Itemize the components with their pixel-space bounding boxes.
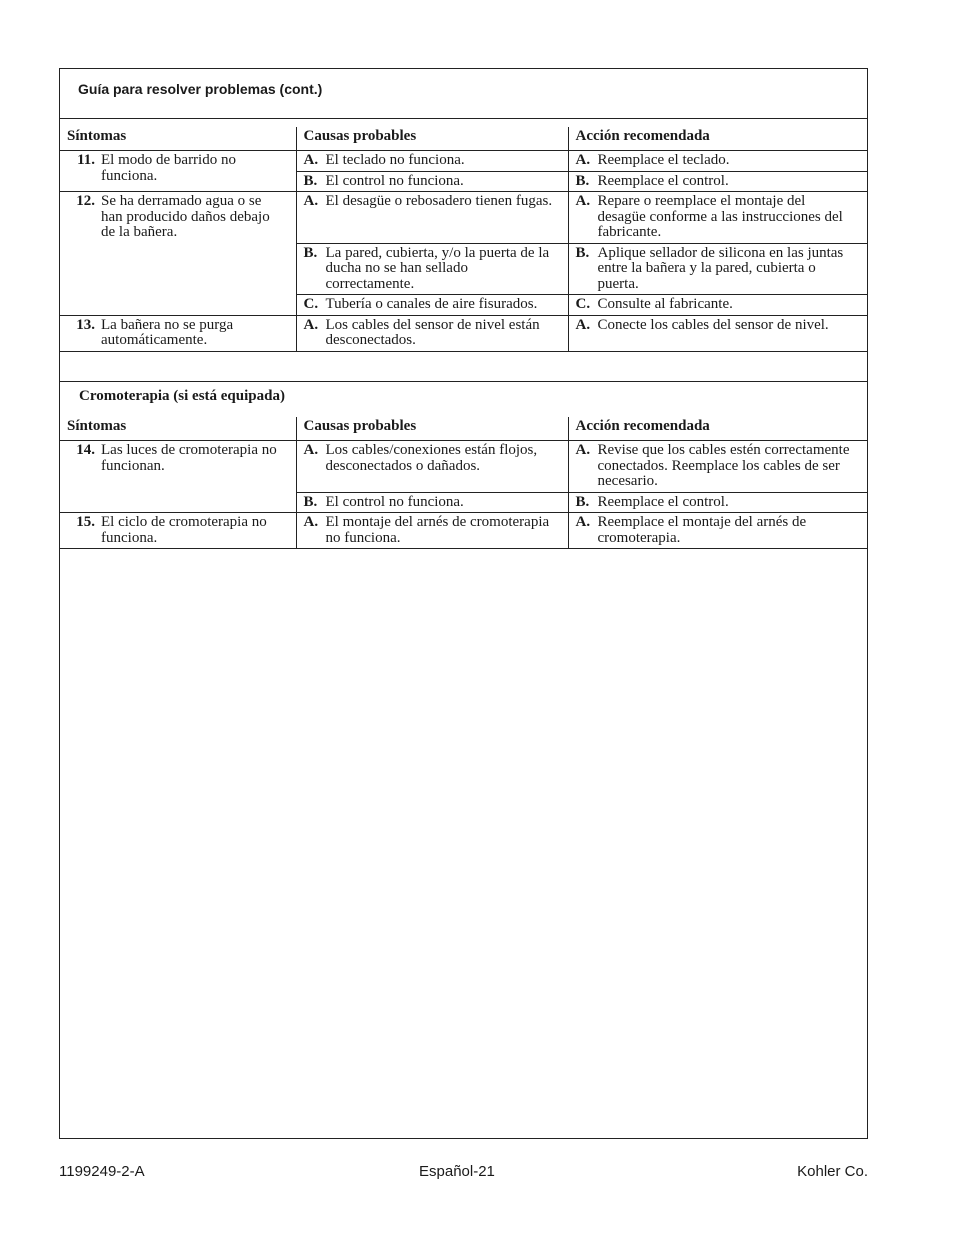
symptom-cell xyxy=(60,513,296,549)
cause-text: La pared, cubierta, y/o la puerta de la ducha no se han sellado correctamente. xyxy=(325,244,550,292)
company-name: Kohler Co. xyxy=(797,1163,868,1180)
table-row xyxy=(60,441,867,493)
cause-text: El montaje del arnés de cromoterapia no funciona. xyxy=(325,514,550,546)
symptom-cell xyxy=(60,315,296,351)
action-letter: B. xyxy=(575,493,590,510)
action-text: Reemplace el control. xyxy=(597,493,729,510)
section-title: Cromoterapia (si está equipada) xyxy=(79,388,285,404)
action-header: Acción recomendada xyxy=(568,127,867,151)
symptom-cell xyxy=(60,151,296,192)
symptom-number: 15. xyxy=(76,514,95,530)
troubleshooting-frame xyxy=(59,68,868,1139)
chromotherapy-table xyxy=(60,417,867,549)
action-text: Conecte los cables del sensor de nivel. xyxy=(597,316,829,333)
document-number: 1199249-2-A xyxy=(59,1163,145,1180)
cause-cell xyxy=(296,171,568,192)
table-body-1 xyxy=(60,127,867,351)
cause-cell xyxy=(296,192,568,244)
guide-title: Guía para resolver problemas (cont.) xyxy=(78,81,323,97)
action-letter: B. xyxy=(575,244,590,261)
cause-letter: B. xyxy=(303,244,318,261)
action-letter: A. xyxy=(575,152,591,168)
table-row xyxy=(60,513,867,549)
cause-cell xyxy=(296,441,568,493)
symptom-text: La bañera no se purga automáticamente. xyxy=(101,316,234,348)
divider xyxy=(60,118,867,119)
action-header: Acción recomendada xyxy=(568,417,867,441)
action-cell xyxy=(568,243,867,295)
cause-text: Los cables/conexiones están flojos, desconectados o dañados. xyxy=(325,442,538,474)
causes-header: Causas probables xyxy=(296,127,568,151)
symptoms-header: Síntomas xyxy=(60,417,296,441)
action-text: Consulte al fabricante. xyxy=(597,296,733,312)
table-row xyxy=(60,315,867,351)
cause-letter: A. xyxy=(303,152,319,168)
cause-letter: C. xyxy=(303,296,319,312)
action-text: Reemplace el control. xyxy=(597,172,729,189)
cause-cell xyxy=(296,315,568,351)
action-text: Reemplace el teclado. xyxy=(597,152,730,168)
action-text: Revise que los cables estén correctamente conectados. Reemplace los cables de ser necesario. xyxy=(597,442,850,489)
action-cell xyxy=(568,192,867,244)
symptoms-header: Síntomas xyxy=(60,127,296,151)
action-cell xyxy=(568,513,867,549)
action-cell xyxy=(568,295,867,316)
cause-cell xyxy=(296,151,568,172)
symptom-text: Se ha derramado agua o se han producido daños debajo de la bañera. xyxy=(101,193,270,240)
symptom-text: El modo de barrido no funciona. xyxy=(101,152,236,184)
symptom-text: Las luces de cromoterapia no funcionan. xyxy=(101,442,277,474)
cause-text: Los cables del sensor de nivel están desconectados. xyxy=(325,316,540,348)
symptom-number: 11. xyxy=(77,152,95,168)
action-cell xyxy=(568,492,867,513)
cause-cell xyxy=(296,492,568,513)
cause-letter: A. xyxy=(303,514,319,530)
symptom-cell xyxy=(60,441,296,513)
troubleshooting-table xyxy=(60,127,867,352)
action-letter: C. xyxy=(575,296,591,312)
action-letter: B. xyxy=(575,172,590,189)
symptom-number: 13. xyxy=(76,316,95,333)
cause-text: El control no funciona. xyxy=(325,493,464,510)
symptom-number: 12. xyxy=(76,193,95,209)
action-letter: A. xyxy=(575,514,591,530)
cause-text: El teclado no funciona. xyxy=(325,152,465,168)
cause-cell xyxy=(296,243,568,295)
table-header-row xyxy=(60,127,867,151)
symptom-text: El ciclo de cromoterapia no funciona. xyxy=(101,514,267,546)
table-header-row xyxy=(60,417,867,441)
symptom-cell xyxy=(60,192,296,316)
cause-letter: A. xyxy=(303,193,319,209)
action-cell xyxy=(568,171,867,192)
action-text: Repare o reemplace el montaje del desagüe conforme a las instrucciones del fabricante. xyxy=(597,193,843,240)
cause-cell xyxy=(296,295,568,316)
cause-letter: A. xyxy=(303,442,319,458)
action-cell xyxy=(568,151,867,172)
causes-header: Causas probables xyxy=(296,417,568,441)
table-row xyxy=(60,151,867,172)
action-text: Aplique sellador de silicona en las juntas entre la bañera y la pared, cubierta o puerta. xyxy=(597,244,844,292)
page-number: Español-21 xyxy=(419,1163,495,1180)
cause-letter: B. xyxy=(303,172,318,189)
symptom-number: 14. xyxy=(76,442,95,458)
cause-letter: A. xyxy=(303,316,319,333)
action-cell xyxy=(568,315,867,351)
cause-cell xyxy=(296,513,568,549)
cause-text: El control no funciona. xyxy=(325,172,464,189)
action-letter: A. xyxy=(575,193,591,209)
chromotherapy-section-heading xyxy=(60,381,867,410)
table-row xyxy=(60,192,867,244)
cause-letter: B. xyxy=(303,493,318,510)
action-cell xyxy=(568,441,867,493)
action-text: Reemplace el montaje del arnés de cromoterapia. xyxy=(597,514,807,546)
action-letter: A. xyxy=(575,316,591,333)
cause-text: Tubería o canales de aire fisurados. xyxy=(325,296,538,312)
cause-text: El desagüe o rebosadero tienen fugas. xyxy=(325,193,553,209)
table-body-2 xyxy=(60,417,867,549)
action-letter: A. xyxy=(575,442,591,458)
